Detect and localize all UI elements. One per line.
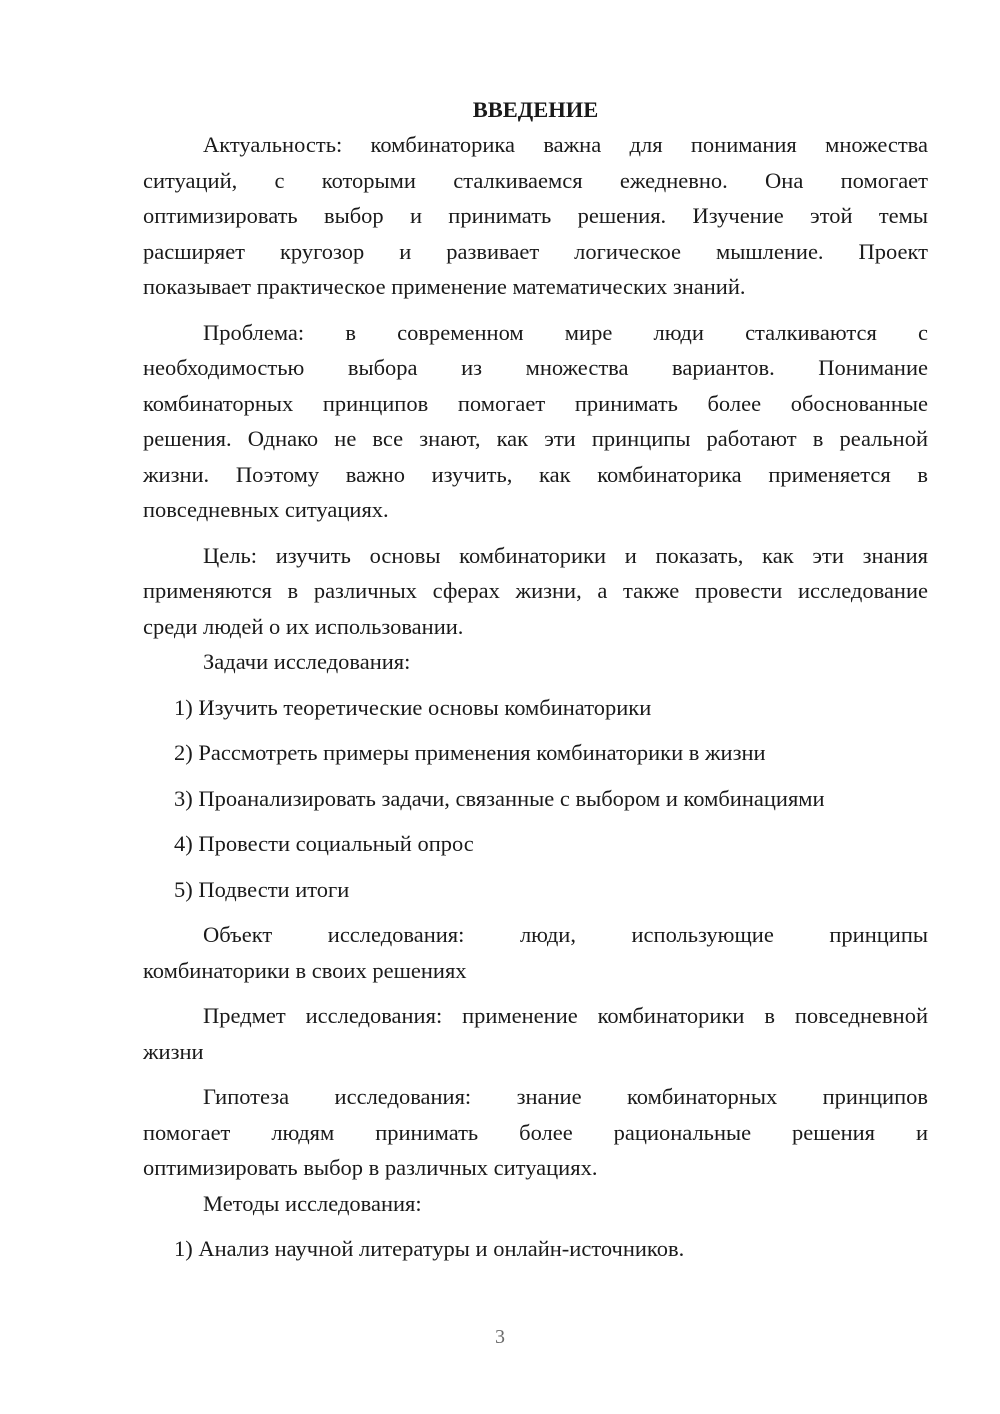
text-line: помогает людям принимать более рациональные решения и <box>143 1119 928 1145</box>
list-item: 5) Подвести итоги <box>174 876 350 902</box>
text-line: оптимизировать выбор в различных ситуациях. <box>143 1155 598 1180</box>
text-line: решения. Однако не все знают, как эти принципы работают в реальной <box>143 426 928 451</box>
text-line: оптимизировать выбор и принимать решения. Изучение этой темы <box>143 203 928 228</box>
page-title: ВВЕДЕНИЕ <box>472 97 599 122</box>
text-line: комбинаторики в своих решениях <box>143 957 467 983</box>
text-line: показывает практическое применение математических знаний. <box>143 274 746 299</box>
goal-paragraph <box>143 538 928 645</box>
text-line: Цель: изучить основы комбинаторики и показать, как эти знания <box>203 542 928 568</box>
text-line: Объект исследования: люди, использующие принципы <box>203 922 928 947</box>
tasks-heading: Задачи исследования: <box>203 649 411 674</box>
document-page <box>143 92 928 1267</box>
list-item: 1) Анализ научной литературы и онлайн-источников. <box>174 1236 685 1261</box>
subject-paragraph <box>143 998 928 1069</box>
text-line: Предмет исследования: применение комбинаторики в повседневной <box>203 1003 928 1028</box>
text-line: жизни <box>143 1038 204 1064</box>
text-line: Актуальность: комбинаторика важна для понимания множества <box>203 132 928 157</box>
text-line: повседневных ситуациях. <box>143 497 389 522</box>
page-number: 3 <box>495 1326 505 1348</box>
list-item: 2) Рассмотреть примеры применения комбинаторики в жизни <box>174 740 766 765</box>
relevance-paragraph <box>143 127 928 305</box>
text-line: комбинаторных принципов помогает принимать более обоснованные <box>143 390 928 416</box>
text-line: расширяет кругозор и развивает логическое мышление. Проект <box>143 238 928 264</box>
object-paragraph <box>143 917 928 988</box>
text-line: Гипотеза исследования: знание комбинаторных принципов <box>203 1084 928 1109</box>
text-line: среди людей о их использовании. <box>143 613 464 639</box>
text-line: жизни. Поэтому важно изучить, как комбинаторика применяется в <box>143 461 928 487</box>
list-item: 4) Провести социальный опрос <box>174 831 474 856</box>
text-line: применяются в различных сферах жизни, а также провести исследование <box>143 578 928 603</box>
problem-paragraph <box>143 315 928 528</box>
text-line: необходимостью выбора из множества вариантов. Понимание <box>143 355 928 380</box>
list-item: 1) Изучить теоретические основы комбинаторики <box>174 694 652 720</box>
text-line: Проблема: в современном мире люди сталкиваются с <box>203 319 928 345</box>
hypothesis-paragraph <box>143 1079 928 1186</box>
methods-heading: Методы исследования: <box>203 1190 422 1216</box>
text-line: ситуаций, с которыми сталкиваемся ежедневно. Она помогает <box>143 167 928 193</box>
list-item: 3) Проанализировать задачи, связанные с выбором и комбинациями <box>174 785 825 811</box>
